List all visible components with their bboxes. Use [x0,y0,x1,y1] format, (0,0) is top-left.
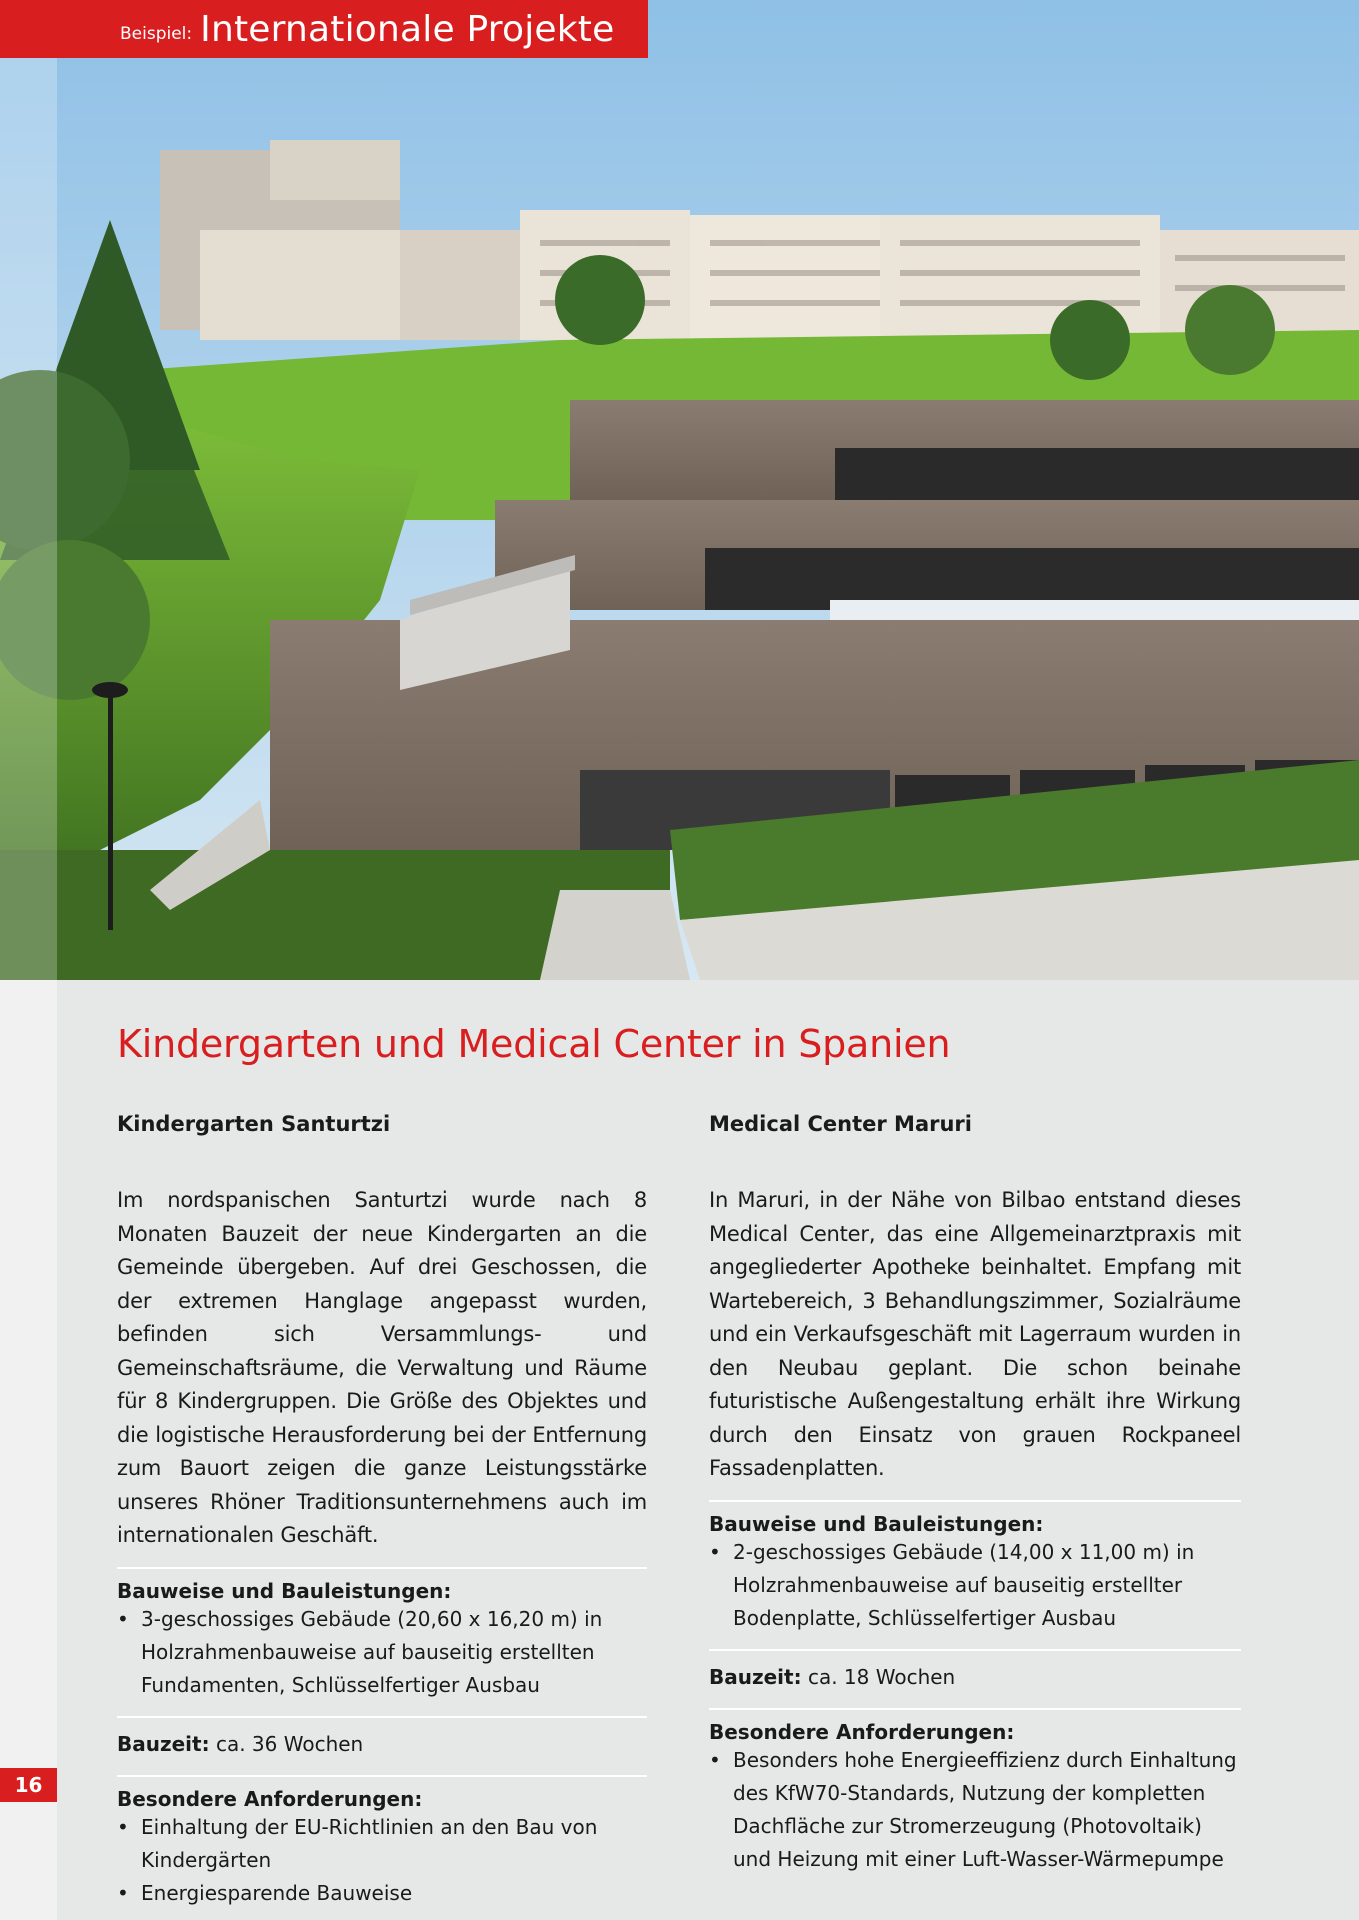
list-item: • 2-geschossiges Gebäude (14,00 x 11,00 m) in Holzrahmenbauweise auf bauseitig erstellter Bodenplatte, Schlüsselfertiger Ausbau [709,1536,1241,1635]
construction-time [709,1661,1241,1694]
column-medical-center [709,1112,1241,1876]
requirements-list [117,1811,647,1910]
description-paragraph: Im nordspanischen Santurtzi wurde nach 8 Monaten Bauzeit der neue Kindergarten an die Gemeinde übergeben. Auf drei Geschossen, die der extremen Hanglage angepasst wurden, befinden sich Versammlungs- und Gemeinschaftsräume, die Verwaltung und Räume für 8 Kindergruppen. Die Größe des Objektes und die logistische Herausforderung bei der Entfernung zum Bauort zeigen die ganze Leistungsstärke unseres Rhöner Traditionsunternehmens auch im internationalen Geschäft. [117,1188,647,1547]
time-label: Bauzeit: [709,1664,802,1689]
list-item: • Einhaltung der EU-Richtlinien an den Bau von Kindergärten [117,1811,647,1877]
divider [709,1649,1241,1651]
requirements-label: Besondere Anforderungen: [117,1786,423,1811]
construction-block [709,1512,1241,1635]
column-kindergarten [117,1112,647,1910]
page-number: 16 [0,1768,57,1802]
divider [117,1567,647,1569]
list-item: • 3-geschossiges Gebäude (20,60 x 16,20 m) in Holzrahmenbauweise auf bauseitig erstellten Fundamenten, Schlüsselfertiger Ausbau [117,1603,647,1702]
requirements-list [709,1744,1241,1876]
construction-time [117,1728,647,1761]
construction-list [709,1536,1241,1635]
construction-label: Bauweise und Bauleistungen: [117,1578,452,1603]
section-heading: Medical Center Maruri [709,1112,972,1136]
section-heading: Kindergarten Santurtzi [117,1112,391,1136]
requirements-block [117,1787,647,1910]
divider [117,1716,647,1718]
page-title: Kindergarten und Medical Center in Spanien [117,1022,951,1066]
time-value: ca. 18 Wochen [807,1664,956,1689]
list-item: • Energiesparende Bauweise [117,1877,647,1910]
header-prefix: Beispiel: [120,24,193,44]
header-banner [0,0,648,58]
divider [709,1708,1241,1710]
description-paragraph: In Maruri, in der Nähe von Bilbao entstand dieses Medical Center, das eine Allgemeinarztpraxis mit angegliederter Apotheke beinhaltet. Empfang mit Wartebereich, 3 Behandlungszimmer, Sozialräume und ein Verkaufsgeschäft mit Lagerraum wurden in den Neubau geplant. Die schon beinahe futuristische Außengestaltung erhält ihre Wirkung durch den Einsatz von grauen Rockpaneel Fassadenplatten. [709,1188,1241,1480]
requirements-block [709,1720,1241,1876]
time-value: ca. 36 Wochen [215,1731,364,1756]
construction-block [117,1579,647,1702]
divider [709,1500,1241,1502]
construction-list [117,1603,647,1702]
divider [117,1775,647,1777]
list-item: • Besonders hohe Energieeffizienz durch Einhaltung des KfW70-Standards, Nutzung der kompletten Dachfläche zur Stromerzeugung (Photovoltaik) und Heizung mit einer Luft-Wasser-Wärmepumpe [709,1744,1241,1876]
construction-label: Bauweise und Bauleistungen: [709,1511,1044,1536]
requirements-label: Besondere Anforderungen: [709,1719,1015,1744]
time-label: Bauzeit: [117,1731,210,1756]
header-title: Internationale Projekte [200,9,615,50]
